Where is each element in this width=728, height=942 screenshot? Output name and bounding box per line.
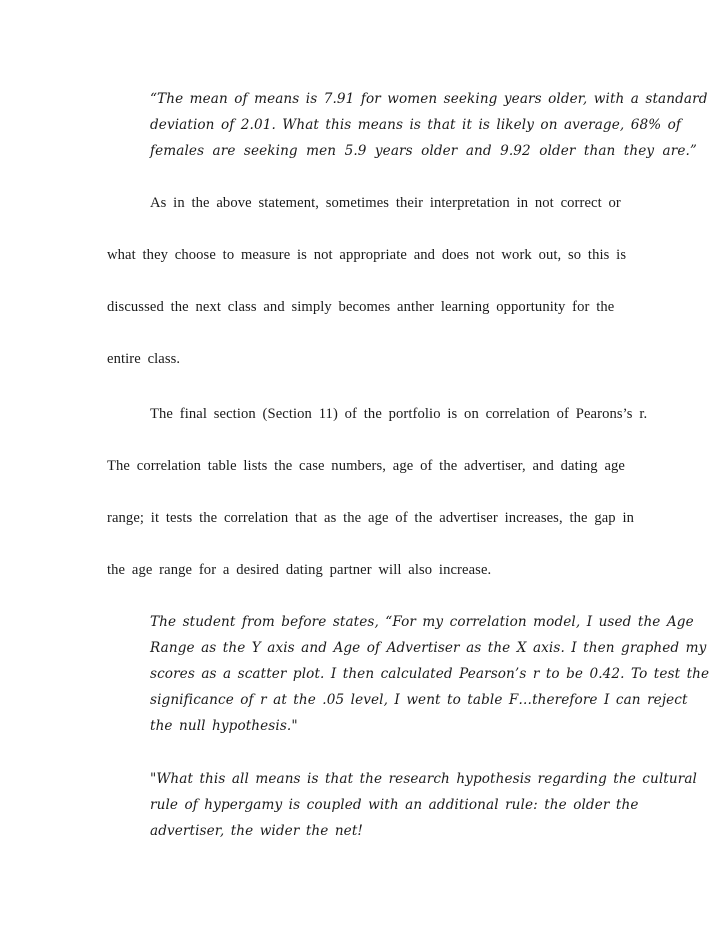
- quote-line: deviation of 2.01. What this means is that it is likely on average, 68% of: [150, 117, 682, 133]
- quote-line: “The mean of means is 7.91 for women seeking years older, with a standard: [150, 91, 708, 107]
- quote-line: significance of r at the .05 level, I went to table F…therefore I can reject: [150, 692, 688, 708]
- paragraph-line: The correlation table lists the case numbers, age of the advertiser, and dating age: [107, 458, 625, 474]
- quote-line: "What this all means is that the research hypothesis regarding the cultural: [150, 771, 697, 787]
- paragraph-line: entire class.: [107, 351, 181, 367]
- quote-line: females are seeking men 5.9 years older and 9.92 older than they are.”: [150, 143, 697, 159]
- paragraph-line: discussed the next class and simply becomes anther learning opportunity for the: [107, 299, 615, 315]
- paragraph-line: what they choose to measure is not appropriate and does not work out, so this is: [107, 247, 627, 263]
- paragraph-line: the age range for a desired dating partner will also increase.: [107, 562, 492, 578]
- quote-line: advertiser, the wider the net!: [150, 823, 363, 839]
- paragraph-line: The final section (Section 11) of the portfolio is on correlation of Pearons’s r.: [150, 406, 648, 422]
- quote-line: scores as a scatter plot. I then calculated Pearson’s r to be 0.42. To test the: [150, 666, 710, 682]
- paragraph-line: range; it tests the correlation that as the age of the advertiser increases, the gap in: [107, 510, 634, 526]
- quote-line: Range as the Y axis and Age of Advertiser as the X axis. I then graphed my: [150, 640, 707, 656]
- quote-line: the null hypothesis.": [150, 718, 298, 734]
- paragraph-line: As in the above statement, sometimes their interpretation in not correct or: [150, 195, 621, 211]
- quote-line: The student from before states, “For my correlation model, I used the Age: [150, 614, 694, 630]
- quote-line: rule of hypergamy is coupled with an additional rule: the older the: [150, 797, 639, 813]
